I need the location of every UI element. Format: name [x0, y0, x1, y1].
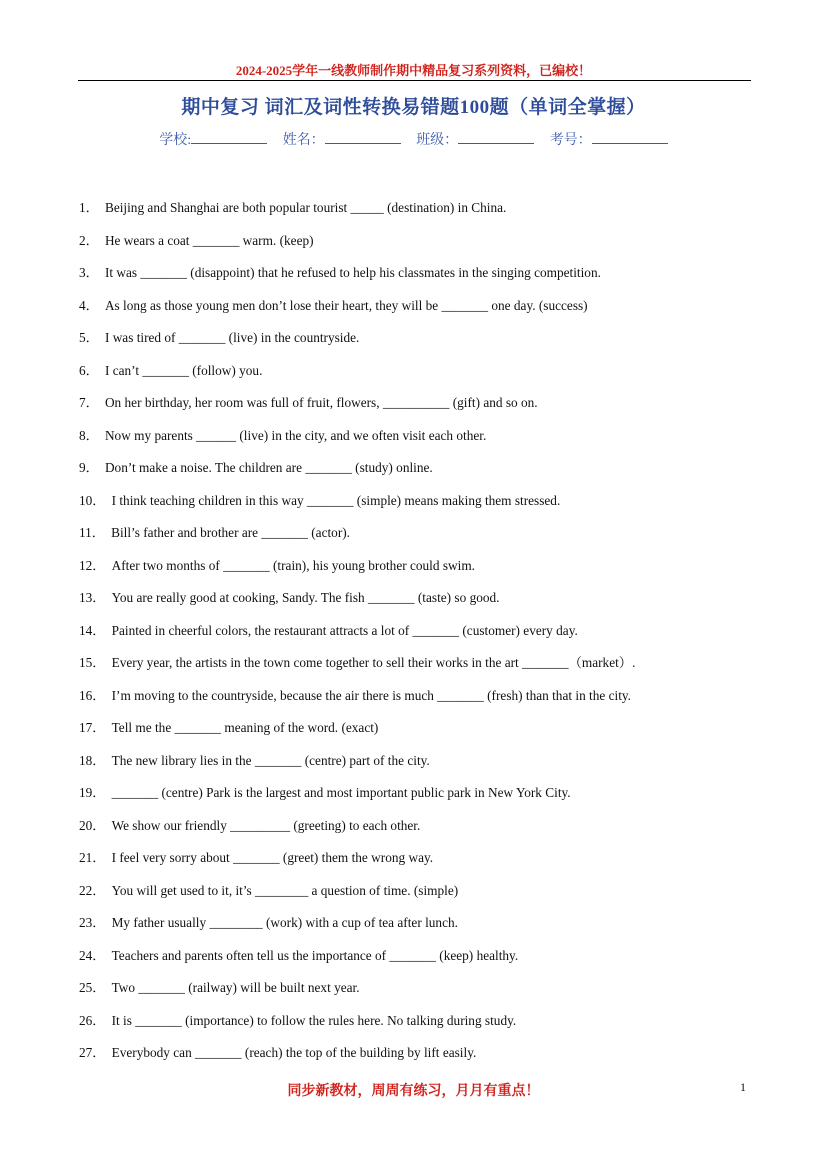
question-number: 8．	[79, 427, 99, 443]
question-text: Two _______ (railway) will be built next year.	[111, 980, 360, 995]
question-item	[79, 458, 759, 491]
page-number: 1	[740, 1080, 746, 1094]
exam-number-label: 考号：	[549, 133, 592, 148]
question-number: 10．	[79, 492, 106, 508]
question-text: I’m moving to the countryside, because the air there is much _______ (fresh) than that in the city.	[111, 687, 632, 703]
class-blank[interactable]	[458, 131, 534, 144]
question-item	[79, 426, 759, 459]
question-text: Everybody can _______ (reach) the top of the building by lift easily.	[111, 1045, 477, 1060]
header-banner: 2024-2025学年一线教师制作期中精品复习系列资料，已编校！	[235, 63, 592, 78]
question-number: 18．	[79, 752, 106, 768]
question-item	[79, 718, 759, 751]
question-item	[79, 686, 759, 719]
question-number: 11．	[79, 525, 106, 540]
question-number: 1．	[79, 200, 99, 215]
question-text: I can’t _______ (follow) you.	[104, 362, 263, 378]
question-number: 13．	[79, 590, 106, 605]
question-number: 5．	[79, 330, 99, 345]
question-text: It is _______ (importance) to follow the rules here. No talking during study.	[111, 1012, 517, 1028]
question-text: We show our friendly _________ (greeting) to each other.	[111, 817, 421, 833]
question-text: Every year, the artists in the town come together to sell their works in the art _______（market）.	[111, 655, 636, 670]
question-item	[79, 393, 759, 426]
question-number: 3．	[79, 265, 99, 280]
student-info-row	[0, 129, 827, 149]
question-text: Bill’s father and brother are _______ (actor).	[111, 525, 350, 540]
question-text: I think teaching children in this way _______ (simple) means making them stressed.	[111, 492, 561, 508]
question-text: I feel very sorry about _______ (greet) them the wrong way.	[111, 850, 434, 865]
question-item	[79, 621, 759, 654]
question-number: 6．	[79, 362, 99, 378]
footer-slogan: 同步新教材，周周有练习，月月有重点！	[287, 1084, 540, 1099]
question-item	[79, 653, 759, 686]
school-field	[159, 133, 270, 148]
school-label: 学校:	[159, 133, 192, 148]
question-number: 7．	[79, 395, 99, 410]
question-text: Don’t make a noise. The children are _______ (study) online.	[104, 460, 433, 475]
question-text: The new library lies in the _______ (centre) part of the city.	[111, 752, 430, 768]
question-item	[79, 523, 759, 556]
question-number: 19．	[79, 785, 106, 800]
question-item	[79, 1043, 759, 1076]
question-item	[79, 328, 759, 361]
question-text: Now my parents ______ (live) in the city, and we often visit each other.	[104, 427, 487, 443]
question-number: 4．	[79, 297, 99, 313]
question-item	[79, 751, 759, 784]
question-text: Tell me the _______ meaning of the word. (exact)	[111, 720, 379, 735]
exam-number-blank[interactable]	[592, 131, 668, 144]
question-number: 25．	[79, 980, 106, 995]
question-number: 26．	[79, 1012, 106, 1028]
question-number: 24．	[79, 947, 106, 963]
question-item	[79, 783, 759, 816]
question-item	[79, 946, 759, 979]
question-text: You are really good at cooking, Sandy. The fish _______ (taste) so good.	[111, 590, 500, 605]
question-item	[79, 816, 759, 849]
question-number: 9．	[79, 460, 99, 475]
question-item	[79, 881, 759, 914]
question-item	[79, 198, 759, 231]
name-label: 姓名：	[282, 133, 325, 148]
question-number: 12．	[79, 557, 106, 573]
question-text: As long as those young men don’t lose their heart, they will be _______ one day. (success)	[104, 297, 588, 313]
question-text: Teachers and parents often tell us the importance of _______ (keep) healthy.	[111, 947, 519, 963]
question-number: 16．	[79, 687, 106, 703]
question-text: I was tired of _______ (live) in the countryside.	[104, 330, 360, 345]
header-divider	[78, 80, 751, 81]
question-text: My father usually ________ (work) with a cup of tea after lunch.	[111, 915, 458, 930]
class-label: 班级：	[416, 133, 459, 148]
page-title: 期中复习 词汇及词性转换易错题100题（单词全掌握）	[181, 97, 646, 118]
question-text: It was _______ (disappoint) that he refused to help his classmates in the singing competition.	[104, 265, 601, 280]
question-number: 27．	[79, 1045, 106, 1060]
question-number: 20．	[79, 817, 106, 833]
name-field	[283, 133, 405, 148]
question-text: After two months of _______ (train), his young brother could swim.	[111, 557, 475, 573]
question-item	[79, 913, 759, 946]
question-number: 2．	[79, 232, 99, 248]
question-item	[79, 263, 759, 296]
question-item	[79, 848, 759, 881]
question-number: 17．	[79, 720, 106, 735]
question-text: Painted in cheerful colors, the restaurant attracts a lot of _______ (customer) every day.	[111, 622, 578, 638]
question-item	[79, 588, 759, 621]
question-item	[79, 556, 759, 589]
exam-number-field	[550, 133, 668, 148]
question-text: _______ (centre) Park is the largest and most important public park in New York City.	[111, 785, 571, 800]
question-item	[79, 361, 759, 394]
name-blank[interactable]	[325, 131, 401, 144]
question-item	[79, 978, 759, 1011]
school-blank[interactable]	[191, 131, 267, 144]
question-number: 15．	[79, 655, 106, 670]
class-field	[416, 133, 538, 148]
question-item	[79, 1011, 759, 1044]
question-item	[79, 296, 759, 329]
question-item	[79, 231, 759, 264]
question-text: On her birthday, her room was full of fruit, flowers, __________ (gift) and so on.	[104, 395, 538, 410]
question-text: You will get used to it, it’s ________ a question of time. (simple)	[111, 882, 459, 898]
question-number: 14．	[79, 622, 106, 638]
question-item	[79, 491, 759, 524]
question-text: Beijing and Shanghai are both popular tourist _____ (destination) in China.	[104, 200, 507, 215]
question-number: 22．	[79, 882, 106, 898]
question-number: 21．	[79, 850, 106, 865]
question-text: He wears a coat _______ warm. (keep)	[104, 232, 314, 248]
question-list	[79, 198, 759, 1076]
question-number: 23．	[79, 915, 106, 930]
